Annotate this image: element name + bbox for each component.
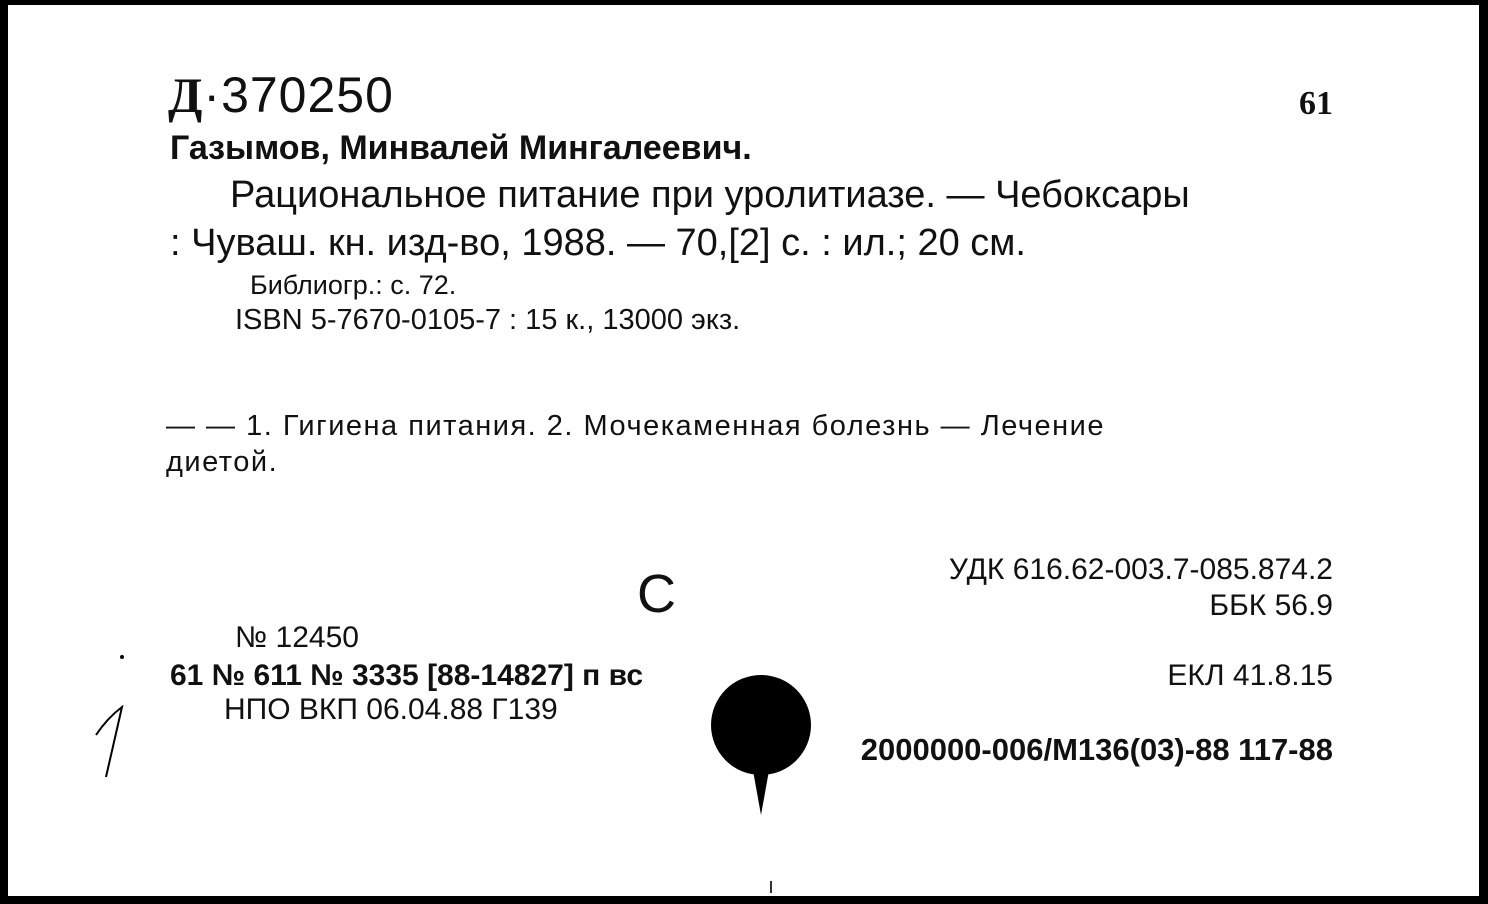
- registration-number: № 12450: [235, 621, 359, 654]
- title-line-1: Рациональное питание при уролитиазе. — Чебоксары: [230, 174, 1190, 216]
- udk-code: УДК 616.62-003.7-085.874.2: [948, 553, 1333, 586]
- subjects-line-1: — — 1. Гигиена питания. 2. Мочекаменная болезнь — Лечение: [166, 410, 1105, 442]
- catalog-number: Д·370250: [168, 67, 394, 123]
- dust-dot: [120, 655, 124, 659]
- npo-info: НПО ВКП 06.04.88 Г139: [224, 693, 558, 726]
- author-name: Газымов, Минвалей Мингалеевич.: [170, 129, 752, 167]
- handwritten-mark-icon: [92, 705, 132, 785]
- title-line-2: : Чуваш. кн. изд-во, 1988. — 70,[2] с. : ил.; 20 см.: [170, 222, 1026, 264]
- bibliography-note: Библиогр.: с. 72.: [250, 270, 457, 300]
- print-info: 61 № 611 № 3335 [88-14827] п вс: [170, 659, 643, 692]
- catalog-prefix: Д: [168, 67, 204, 123]
- punch-hole: [711, 675, 811, 775]
- punch-hole-tail: [752, 765, 770, 815]
- bbk-code: ББК 56.9: [1209, 589, 1333, 622]
- page-number: 61: [1299, 85, 1333, 122]
- scan-mark: [770, 881, 772, 893]
- catalog-number-value: 370250: [221, 67, 394, 123]
- publication-code: 2000000-006/М136(03)-88 117-88: [860, 732, 1333, 767]
- subjects-line-2: диетой.: [166, 446, 279, 478]
- catalog-card: [5, 3, 1479, 896]
- classification-letter: С: [637, 564, 676, 624]
- isbn-line: ISBN 5-7670-0105-7 : 15 к., 13000 экз.: [235, 304, 741, 336]
- ekl-code: ЕКЛ 41.8.15: [1167, 659, 1333, 692]
